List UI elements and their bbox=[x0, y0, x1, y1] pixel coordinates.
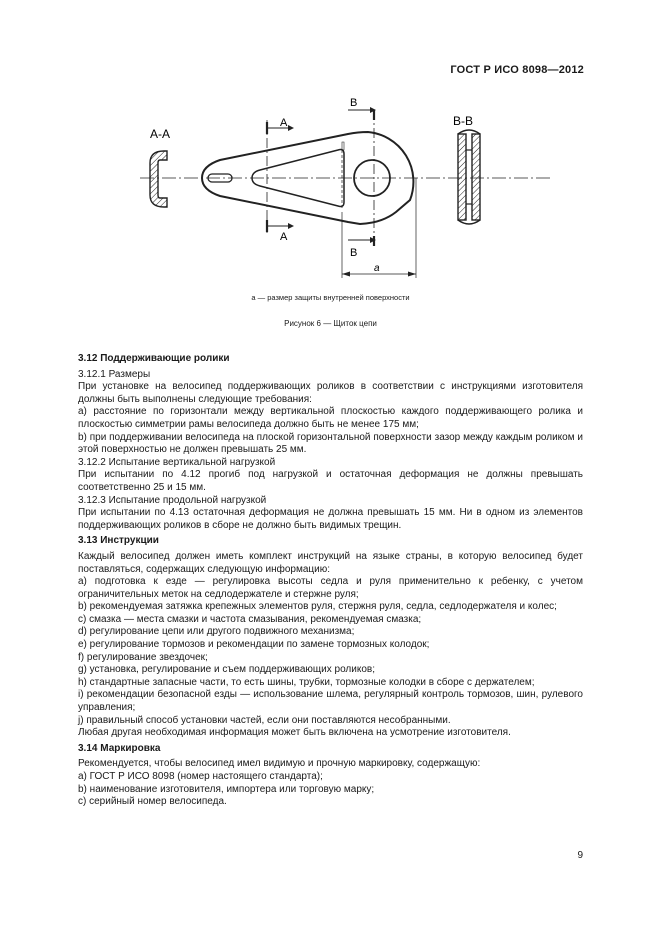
section-3-13-item-h: h) стандартные запасные части, то есть шины, трубки, тормозные колодки в сборе с держателем; bbox=[78, 676, 535, 688]
chain-guard-drawing bbox=[120, 88, 580, 293]
section-3-13-item-i: i) рекомендации безопасной езды — использование шлема, регулярный контроль тормозов, шин, рулевого управления; bbox=[78, 689, 583, 714]
cut-a-bottom-label: А bbox=[280, 231, 288, 243]
dim-a-label: а bbox=[374, 263, 380, 274]
cut-b-bottom-label: В bbox=[350, 247, 358, 259]
document-body bbox=[78, 350, 583, 809]
section-3-13-title: 3.13 Инструкции bbox=[78, 535, 159, 547]
section-3-14-item-b: b) наименование изготовителя, импортера или торговую марку; bbox=[78, 783, 375, 795]
section-3-12-1-item-b: b) при поддерживании велосипеда на плоской горизонтальной поверхности зазор между каждым роликом и этой поверхностью не должен превышать 25 мм. bbox=[78, 431, 583, 456]
section-3-12-2-title: 3.12.2 Испытание вертикальной нагрузкой bbox=[78, 456, 276, 468]
cut-a-top-label: А bbox=[280, 117, 288, 129]
section-3-12-2-text: При испытании по 4.12 прогиб под нагрузкой и остаточная деформация не должны превышать соответственно 25 и 15 мм. bbox=[78, 469, 583, 493]
section-3-13-item-j: j) правильный способ установки частей, если они поставляются несобранными. bbox=[78, 714, 451, 726]
section-3-13-closing: Любая другая необходимая информация может быть включена на усмотрение изготовителя. bbox=[78, 727, 511, 739]
section-3-12-3-title: 3.12.3 Испытание продольной нагрузкой bbox=[78, 494, 267, 506]
section-bb-label: В-В bbox=[453, 114, 474, 128]
section-3-12-1-item-a: а) расстояние по горизонтали между вертикальной плоскостью каждого поддерживающего ролика и плоскостью симметрии рамы велосипеда должно быть не менее 175 мм; bbox=[78, 406, 583, 430]
section-3-14-item-a: а) ГОСТ Р ИСО 8098 (номер настоящего стандарта); bbox=[78, 771, 323, 782]
section-3-12-1-text: При установке на велосипед поддерживающих роликов в соответствии с инструкциями изготовителя должны быть выполнены следующие требования: bbox=[78, 381, 583, 405]
chain-guard-figure bbox=[120, 88, 580, 293]
section-bb-left bbox=[458, 134, 466, 220]
section-3-12-1-title: 3.12.1 Размеры bbox=[78, 368, 151, 380]
figure-note: а — размер защиты внутренней поверхности bbox=[251, 293, 410, 302]
page-number: 9 bbox=[577, 850, 583, 861]
section-3-13-item-b: b) рекомендуемая затяжка крепежных элементов руля, стержня руля, седла, седлодержателя и колес; bbox=[78, 601, 557, 613]
cut-b-top-label: В bbox=[350, 97, 358, 109]
section-3-12-3-text: При испытании по 4.13 остаточная деформация не должна превышать 15 мм. Ни в одном из элементов поддерживающих роликов в сборе не должно быть видимых трещин. bbox=[78, 507, 583, 531]
section-3-14-text: Рекомендуется, чтобы велосипед имел видимую и прочную маркировку, содержащую: bbox=[78, 758, 481, 770]
section-bb-right bbox=[472, 134, 480, 220]
figure-caption: Рисунок 6 — Щиток цепи bbox=[284, 319, 377, 328]
section-3-13-item-c: c) смазка — места смазки и частота смазывания, рекомендуемая смазка; bbox=[78, 613, 422, 625]
section-3-14-title: 3.14 Маркировка bbox=[78, 742, 161, 754]
section-3-13-item-f: f) регулирование звездочек; bbox=[78, 651, 208, 663]
section-aa-profile bbox=[150, 151, 167, 207]
section-aa-label: А-А bbox=[150, 127, 171, 141]
section-3-13-item-e: e) регулирование тормозов и рекомендации по замене тормозных колодок; bbox=[78, 639, 430, 651]
section-3-13-text: Каждый велосипед должен иметь комплект инструкций на языке страны, в которую велосипед будет поставляться, содержащих следующую информацию: bbox=[78, 550, 583, 575]
section-3-13-item-d: d) регулирование цепи или другого подвижного механизма; bbox=[78, 626, 355, 638]
section-3-13-item-a: а) подготовка к езде — регулировка высоты седла и руля применительно к ребенку, с учетом ограничительных меток на седлодержателе и стержне руля; bbox=[78, 576, 583, 600]
section-3-13-item-g: g) установка, регулирование и съем поддерживающих роликов; bbox=[78, 664, 375, 676]
document-header: ГОСТ Р ИСО 8098—2012 bbox=[450, 64, 584, 76]
section-3-12-title: 3.12 Поддерживающие ролики bbox=[78, 353, 230, 364]
section-3-14-item-c: c) серийный номер велосипеда. bbox=[78, 796, 227, 808]
